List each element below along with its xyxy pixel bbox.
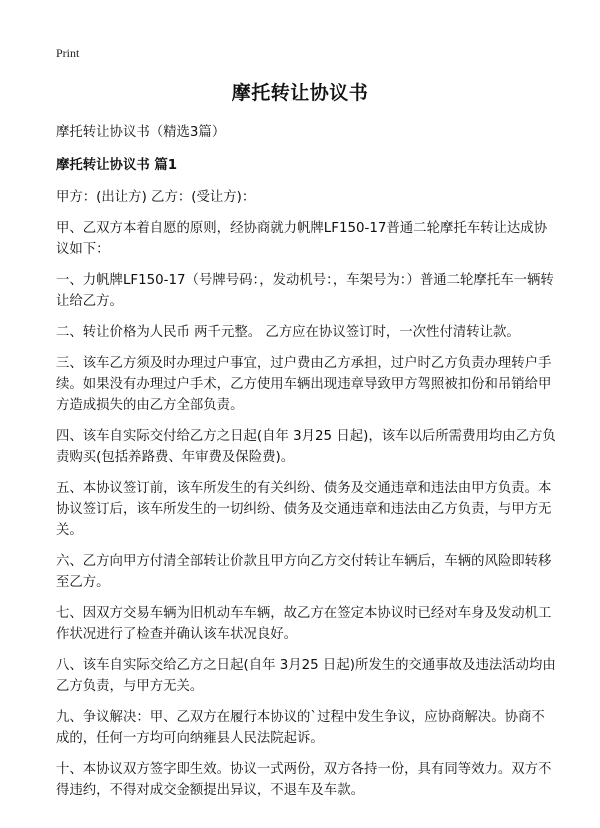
paragraph-clause-5: 五、本协议签订前，该车所发生的有关纠纷、债务及交通违章和违法由甲方负责。本协议签订后，该车所发生的一切纠纷、债务及交通违章和违法由乙方负责，与甲方无关。 [56, 481, 552, 538]
paragraph-clause-1: 一、力帆牌LF150-17（号牌号码：，发动机号：，车架号为：）普通二轮摩托车一辆转让给乙方。 [56, 273, 554, 309]
parties-line: 甲方：(出让方) 乙方：(受让方)： [56, 190, 256, 205]
paragraph-clause-3: 三、该车乙方须及时办理过户事宜，过户费由乙方承担，过户时乙方负责办理转户手续。如果没有办理过户手术，乙方使用车辆出现违章导致甲方驾照被扣份和吊销给甲方造成损失的由乙方全部负责。 [56, 356, 552, 413]
paragraph-clause-4: 四、该车自实际交付给乙方之日起(自年 3月25 日起)，该车以后所需费用均由乙方负责购买(包括养路费、年审费及保险费)。 [56, 429, 556, 465]
document-title: 摩托转让协议书 [231, 82, 369, 104]
section-heading: 摩托转让协议书 篇1 [56, 158, 178, 173]
paragraph-clause-9: 九、争议解决：甲、乙双方在履行本协议的`过程中发生争议，应协商解决。协商不成的，任何一方均可向纳雍县人民法院起诉。 [56, 710, 545, 746]
document-body [56, 122, 556, 811]
paragraph-clause-7: 七、因双方交易车辆为旧机动车车辆，故乙方在签定本协议时已经对车身及发动机工作状况进行了检查并确认该车状况良好。 [56, 606, 552, 642]
document-subtitle: 摩托转让协议书（精选3篇） [56, 125, 226, 140]
paragraph-clause-8: 八、该车自实际交给乙方之日起(自年 3月25 日起)所发生的交通事故及违法活动均由乙方负责，与甲方无关。 [56, 658, 556, 694]
paragraph-clause-2: 二、转让价格为人民币 两千元整。 乙方应在协议签订时，一次性付清转让款。 [56, 325, 520, 340]
paragraph-clause-10: 十、本协议双方签字即生效。协议一式两份，双方各持一份，具有同等效力。双方不得违约，不得对成交金额提出异议，不退车及车款。 [56, 762, 552, 798]
paragraph-clause-6: 六、乙方向甲方付清全部转让价款且甲方向乙方交付转让车辆后，车辆的风险即转移至乙方。 [56, 554, 552, 590]
print-link[interactable]: Print [56, 46, 80, 60]
paragraph-intro: 甲、乙双方本着自愿的原则，经协商就力帆牌LF150-17普通二轮摩托车转让达成协议如下： [56, 221, 548, 257]
